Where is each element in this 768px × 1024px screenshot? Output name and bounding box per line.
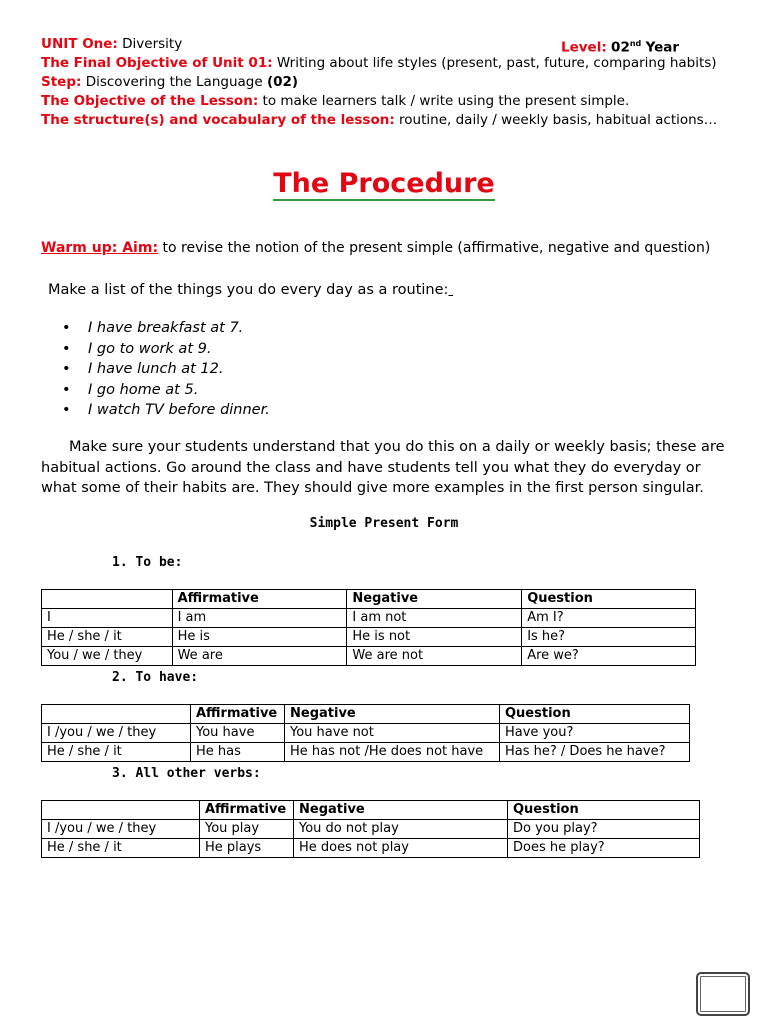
make-list-line	[48, 282, 453, 298]
table-cell: You play	[200, 820, 294, 839]
table-row	[42, 820, 700, 839]
form-title: Simple Present Form	[309, 516, 459, 531]
table-row	[42, 609, 696, 628]
table-cell: He / she / it	[42, 839, 200, 858]
table-cell: We are	[172, 647, 347, 666]
instruction-paragraph	[41, 437, 731, 499]
table-cell: You have not	[285, 724, 500, 743]
table-cell: Does he play?	[508, 839, 700, 858]
list-item: • I watch TV before dinner.	[60, 400, 270, 421]
table-header: Affirmative	[172, 590, 347, 609]
level-label: Level:	[561, 39, 607, 56]
list-item: • I have breakfast at 7.	[60, 318, 270, 339]
table-header: Negative	[347, 590, 522, 609]
table-cell: He plays	[200, 839, 294, 858]
table-to-have	[41, 704, 690, 762]
level-number: 02	[611, 39, 630, 56]
unit-line	[41, 35, 182, 53]
step-label: Step:	[41, 74, 82, 90]
table-cell: Do you play?	[508, 820, 700, 839]
warmup-line	[41, 240, 710, 256]
table-cell: You do not play	[294, 820, 508, 839]
table-cell: Am I?	[522, 609, 696, 628]
table-cell: He does not play	[294, 839, 508, 858]
objective-label: The Objective of the Lesson:	[41, 93, 259, 109]
table-cell: He is	[172, 628, 347, 647]
table-cell: Have you?	[500, 724, 690, 743]
table-cell: He has	[191, 743, 285, 762]
table-cell: You / we / they	[42, 647, 173, 666]
section-title-to-have: 2. To have:	[112, 670, 199, 685]
step-value: Discovering the Language	[85, 74, 263, 90]
table-header: Question	[508, 801, 700, 820]
table-row	[42, 724, 690, 743]
table-to-be	[41, 589, 696, 666]
warmup-text: to revise the notion of the present simple (affirmative, negative and question)	[162, 240, 711, 256]
table-cell: He / she / it	[42, 743, 191, 762]
objective-line	[41, 92, 629, 110]
table-cell: I am	[172, 609, 347, 628]
table-header-row	[42, 801, 700, 820]
table-cell	[42, 590, 173, 609]
table-header: Affirmative	[200, 801, 294, 820]
make-list-text: Make a list of the things you do every day as a routine:	[48, 282, 449, 298]
page-title-text: The Procedure	[273, 168, 495, 199]
table-other-verbs	[41, 800, 700, 858]
table-row	[42, 647, 696, 666]
list-item: • I have lunch at 12.	[60, 359, 270, 380]
level-suffix: nd	[629, 39, 642, 48]
table-header-row	[42, 705, 690, 724]
routine-list	[60, 318, 270, 421]
list-item: • I go to work at 9.	[60, 339, 270, 360]
warmup-label: Warm up: Aim:	[41, 240, 159, 256]
structure-line	[41, 111, 717, 129]
section-title-to-be: 1. To be:	[112, 555, 183, 570]
step-line	[41, 73, 298, 91]
table-row	[42, 743, 690, 762]
table-cell: Has he? / Does he have?	[500, 743, 690, 762]
table-header: Question	[522, 590, 696, 609]
table-header: Affirmative	[191, 705, 285, 724]
step-number: (02)	[266, 74, 299, 90]
final-objective-value: Writing about life styles (present, past, future, comparing habits)	[276, 55, 717, 71]
table-cell	[42, 705, 191, 724]
table-header: Negative	[294, 801, 508, 820]
table-header: Negative	[285, 705, 500, 724]
table-cell: He is not	[347, 628, 522, 647]
table-cell: You have	[191, 724, 285, 743]
objective-value: to make learners talk / write using the present simple.	[262, 93, 630, 109]
table-cell: I /you / we / they	[42, 820, 200, 839]
structure-value: routine, daily / weekly basis, habitual actions…	[399, 112, 718, 128]
table-cell: We are not	[347, 647, 522, 666]
table-cell: Are we?	[522, 647, 696, 666]
structure-label: The structure(s) and vocabulary of the lesson:	[41, 112, 395, 128]
list-item: • I go home at 5.	[60, 380, 270, 401]
final-objective-label: The Final Objective of Unit 01:	[41, 55, 273, 71]
table-row	[42, 839, 700, 858]
level-year: Year	[645, 39, 680, 56]
page-title	[0, 168, 768, 199]
unit-label: UNIT One:	[41, 36, 118, 52]
section-title-other-verbs: 3. All other verbs:	[112, 766, 261, 781]
table-cell: I am not	[347, 609, 522, 628]
table-header-row	[42, 590, 696, 609]
table-row	[42, 628, 696, 647]
paragraph-text: Make sure your students understand that you do this on a daily or weekly basis; these are habitual actions. Go around the class and have students tell you what they do everyday or what some of their habits are. They should give more examples in the first person singular.	[41, 439, 725, 496]
page-corner-frame	[696, 972, 750, 1016]
table-cell: Is he?	[522, 628, 696, 647]
table-cell	[42, 801, 200, 820]
final-objective-line	[41, 54, 717, 72]
table-cell: He has not /He does not have	[285, 743, 500, 762]
table-cell: I	[42, 609, 173, 628]
table-cell: I /you / we / they	[42, 724, 191, 743]
table-cell: He / she / it	[42, 628, 173, 647]
unit-value: Diversity	[122, 36, 183, 52]
table-header: Question	[500, 705, 690, 724]
